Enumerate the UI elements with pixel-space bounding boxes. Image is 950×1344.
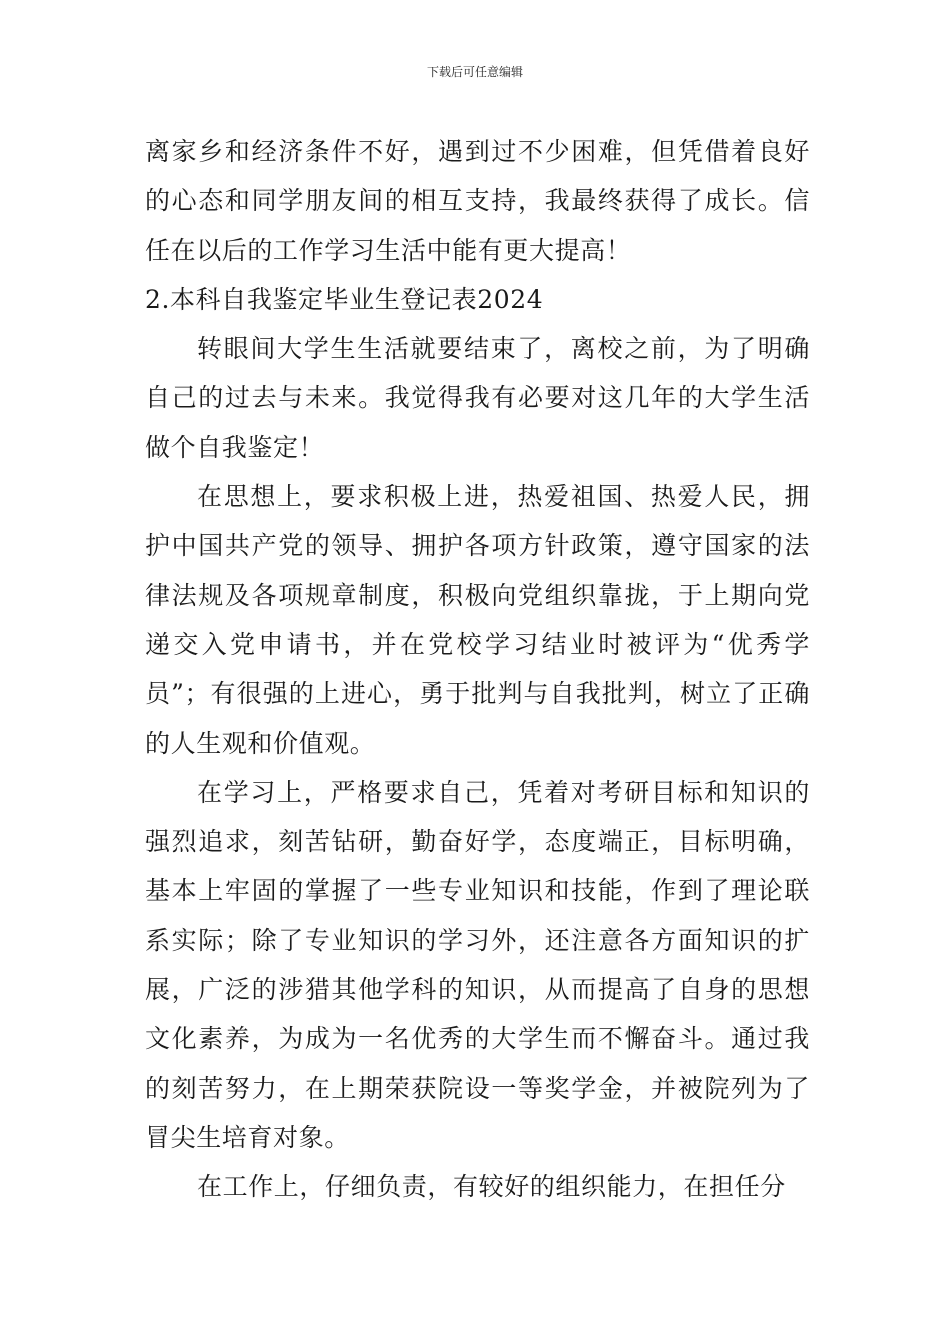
document-body (145, 127, 810, 1212)
page-header: 下载后可任意编辑 (426, 65, 523, 79)
paragraph-work: 在工作上，仔细负责，有较好的组织能力，在担任分 (197, 1172, 786, 1202)
paragraph-study: 在学习上，严格要求自己，凭着对考研目标和知识的强烈追求，刻苦钻研，勤奋好学，态度端正，目标明确，基本上牢固的掌握了一些专业知识和技能，作到了理论联系实际；除了专业知识的学习外，还注意各方面知识的扩展，广泛的涉猎其他学科的知识，从而提高了自身的思想文化素养，为成为一名优秀的大学生而不懈奋斗。通过我的刻苦努力，在上期荣获院设一等奖学金，并被院列为了冒尖生培育对象。 (145, 777, 810, 1152)
paragraph-continued: 离家乡和经济条件不好，遇到过不少困难，但凭借着良好的心态和同学朋友间的相互支持，我最终获得了成长。信任在以后的工作学习生活中能有更大提高！ (145, 137, 810, 265)
paragraph-ideology: 在思想上，要求积极上进，热爱祖国、热爱人民，拥护中国共产党的领导、拥护各项方针政策，遵守国家的法律法规及各项规章制度，积极向党组织靠拢，于上期向党递交入党申请书，并在党校学习结业时被评为“优秀学员”；有很强的上进心，勇于批判与自我批判，树立了正确的人生观和价值观。 (145, 482, 810, 758)
paragraph-intro: 转眼间大学生生活就要结束了，离校之前，为了明确自己的过去与未来。我觉得我有必要对这几年的大学生活做个自我鉴定！ (145, 334, 810, 462)
section-heading: 2.本科自我鉴定毕业生登记表2024 (145, 284, 544, 314)
